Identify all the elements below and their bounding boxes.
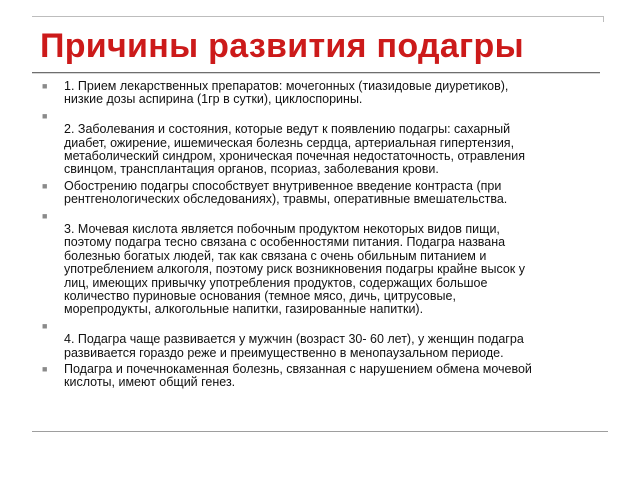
- list-item-4: [42, 210, 602, 317]
- list-item-text: Обострению подагры способствует внутривенное введение контраста (при рентгенологических обследованиях), травмы, оперативные вмешательства.: [64, 178, 508, 207]
- list-item-6: [42, 363, 602, 390]
- list-item-text: 2. Заболевания и состояния, которые ведут к появлению подагры: сахарный диабет, ожирение, ишемическая болезнь сердца, артериальная гипертензия, метаболический синдром, хроническая почечная недостаточность, отравления свинцом, трансплантация органов, псориаз, заболевания крови.: [64, 122, 526, 177]
- bullet-icon: ■: [42, 364, 48, 375]
- top-divider: [32, 16, 604, 17]
- bullet-icon: ■: [42, 110, 48, 121]
- slide-title: Причины развития подагры: [40, 27, 524, 65]
- list-item-5: [42, 320, 602, 360]
- list-item-text: Подагра и почечнокаменная болезнь, связанная с нарушением обмена мочевой кислоты, имеют общий генез.: [64, 362, 532, 390]
- bullet-icon: ■: [42, 320, 48, 331]
- bottom-divider: [32, 431, 608, 432]
- bullet-icon: ■: [42, 81, 48, 91]
- corner-tick: [603, 16, 604, 22]
- list-item-text: 4. Подагра чаще развивается у мужчин (возраст 30- 60 лет), у женщин подагра развивается гораздо реже и преимущественно в менопаузальном периоде.: [64, 332, 524, 360]
- title-divider-shadow: [32, 73, 600, 74]
- bullet-icon: ■: [42, 180, 48, 191]
- list-item-text: 3. Мочевая кислота является побочным продуктом некоторых видов пищи, поэтому подагра тесно связана с особенностями питания. Подагра названа болезнью богатых людей, так как связана с очень обильным питанием и употреблением алкоголя, поэтому риск возникновения подагры крайне высок у лиц, имеющих привычку употребления продуктов, содержащих большое количество пуриновые основания (темное мясо, дичь, цитрусовые, морепродукты, алкогольные напитки, газированные напитки).: [64, 222, 525, 317]
- list-item-3: [42, 180, 602, 207]
- bullet-list: [42, 80, 602, 390]
- list-item-2: [42, 110, 602, 177]
- bullet-icon: ■: [42, 210, 48, 221]
- list-item-text: 1. Прием лекарственных препаратов: мочегонных (тиазидовые диуретиков), низкие дозы аспирина (1гр в сутки), циклоспорины.: [64, 79, 509, 107]
- list-item-1: [42, 80, 602, 107]
